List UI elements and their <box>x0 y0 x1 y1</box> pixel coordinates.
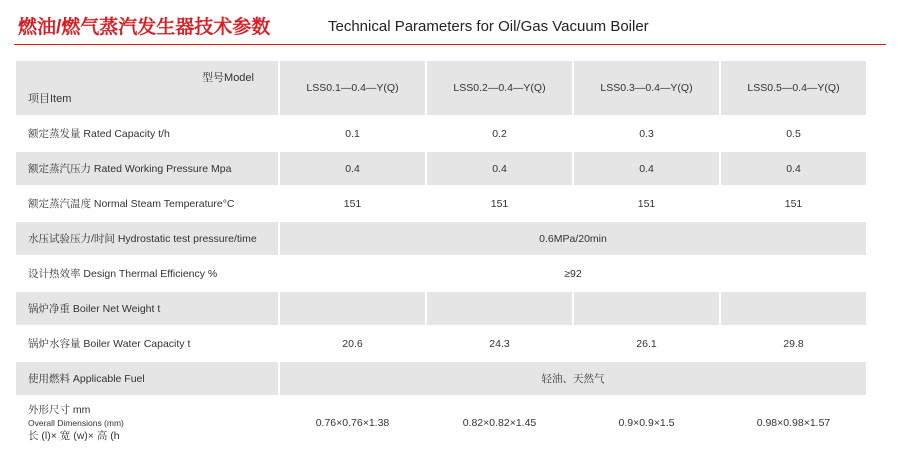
table-cell: 0.1 <box>280 117 427 152</box>
header-model-label: 型号Model <box>202 72 254 84</box>
row-label: 额定蒸汽温度 Normal Steam Temperature°C <box>16 187 280 222</box>
table-cell: 0.4 <box>574 152 721 187</box>
title-divider <box>14 44 886 45</box>
dimensions-label-formula: 长 (l)× 宽 (w)× 高 (h <box>28 429 120 442</box>
table-cell <box>721 292 868 327</box>
table-cell: 151 <box>574 187 721 222</box>
row-label: 使用燃料 Applicable Fuel <box>16 362 280 397</box>
table-cell: 29.8 <box>721 327 868 362</box>
table-cell: 151 <box>427 187 574 222</box>
table-row <box>16 117 868 152</box>
row-label: 设计热效率 Design Thermal Efficiency % <box>16 257 280 292</box>
model-header-cell: LSS0.2—0.4—Y(Q) <box>427 61 574 117</box>
table-row <box>16 187 868 222</box>
table-row <box>16 257 868 292</box>
dimensions-label-cn: 外形尺寸 mm <box>28 403 91 416</box>
row-label: 锅炉净重 Boiler Net Weight t <box>16 292 280 327</box>
header-item-label: 项目Item <box>28 93 72 105</box>
model-header-cell: LSS0.5—0.4—Y(Q) <box>721 61 868 117</box>
page-title-cn: 燃油/燃气蒸汽发生器技术参数 <box>18 17 271 38</box>
row-label-dimensions <box>16 397 280 451</box>
table-row <box>16 327 868 362</box>
merged-cell: 轻油、天然气 <box>280 362 868 397</box>
merged-cell: 0.6MPa/20min <box>280 222 868 257</box>
table-cell: 151 <box>280 187 427 222</box>
row-label: 锅炉水容量 Boiler Water Capacity t <box>16 327 280 362</box>
header-corner-cell <box>16 61 280 117</box>
table-cell: 20.6 <box>280 327 427 362</box>
row-label: 水压试验压力/时间 Hydrostatic test pressure/time <box>16 222 280 257</box>
table-cell <box>280 292 427 327</box>
table-cell: 26.1 <box>574 327 721 362</box>
row-label: 额定蒸发量 Rated Capacity t/h <box>16 117 280 152</box>
table-row-dimensions <box>16 397 868 451</box>
table-row <box>16 222 868 257</box>
table-cell <box>574 292 721 327</box>
table-cell: 0.4 <box>280 152 427 187</box>
table-cell: 24.3 <box>427 327 574 362</box>
table-row <box>16 152 868 187</box>
table-cell: 0.4 <box>721 152 868 187</box>
table-cell: 0.3 <box>574 117 721 152</box>
row-label: 额定蒸汽压力 Rated Working Pressure Mpa <box>16 152 280 187</box>
table-cell: 0.2 <box>427 117 574 152</box>
table-cell: 0.82×0.82×1.45 <box>427 397 574 451</box>
table-row <box>16 362 868 397</box>
table-cell: 0.98×0.98×1.57 <box>721 397 868 451</box>
table-cell <box>427 292 574 327</box>
table-row <box>16 292 868 327</box>
table-cell: 151 <box>721 187 868 222</box>
spec-table <box>16 61 868 451</box>
table-cell: 0.4 <box>427 152 574 187</box>
table-cell: 0.5 <box>721 117 868 152</box>
dimensions-label-en: Overall Dimensions (mm) <box>28 417 124 428</box>
table-cell: 0.76×0.76×1.38 <box>280 397 427 451</box>
model-header-cell: LSS0.1—0.4—Y(Q) <box>280 61 427 117</box>
table-cell: 0.9×0.9×1.5 <box>574 397 721 451</box>
table-header-row <box>16 61 868 117</box>
model-header-cell: LSS0.3—0.4—Y(Q) <box>574 61 721 117</box>
merged-cell: ≥92 <box>280 257 868 292</box>
page-title-en: Technical Parameters for Oil/Gas Vacuum Boiler <box>328 18 649 35</box>
